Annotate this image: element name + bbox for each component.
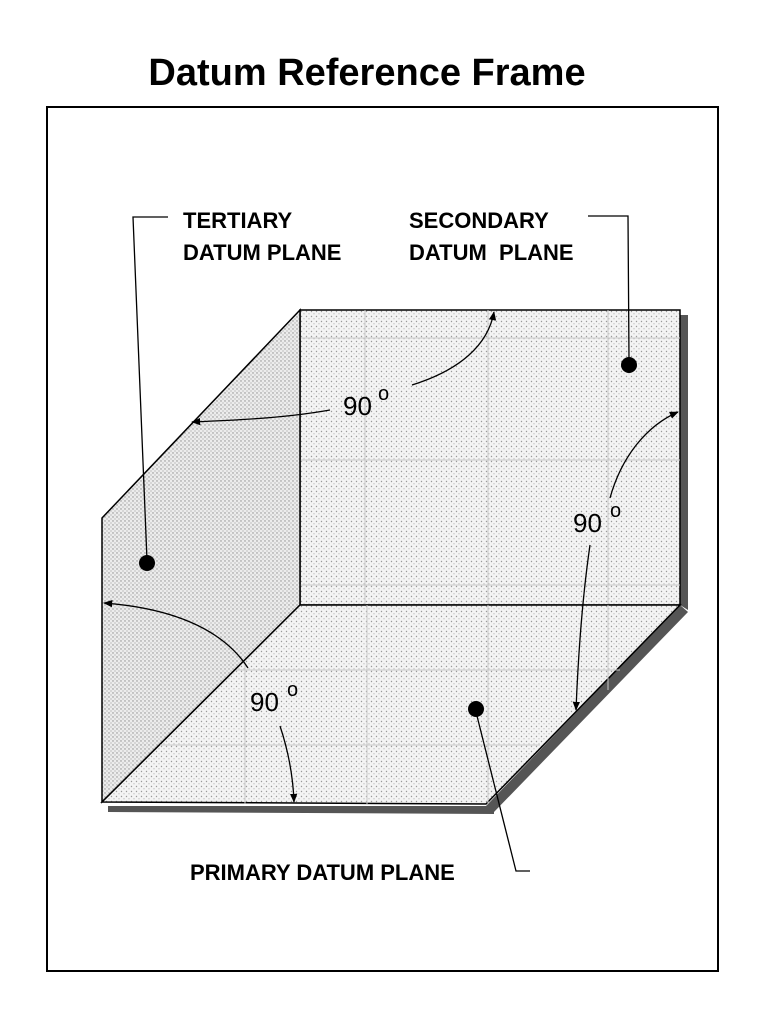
page-title: Datum Reference Frame [148, 52, 586, 94]
tertiary-label-line1: TERTIARY [183, 208, 293, 233]
top-angle-unit: o [378, 383, 390, 405]
secondary-datum-plane [300, 310, 680, 605]
bottom-left-angle-unit: o [287, 679, 299, 701]
top-angle-value: 90 [343, 391, 372, 421]
primary-label: PRIMARY DATUM PLANE [190, 860, 455, 885]
secondary-label-line1: SECONDARY [409, 208, 549, 233]
secondary-label-line2: DATUM PLANE [409, 240, 574, 265]
bottom-left-angle-value: 90 [250, 687, 279, 717]
tertiary-label-line2: DATUM PLANE [183, 240, 342, 265]
right-angle-unit: o [610, 500, 622, 522]
right-angle-value: 90 [573, 508, 602, 538]
